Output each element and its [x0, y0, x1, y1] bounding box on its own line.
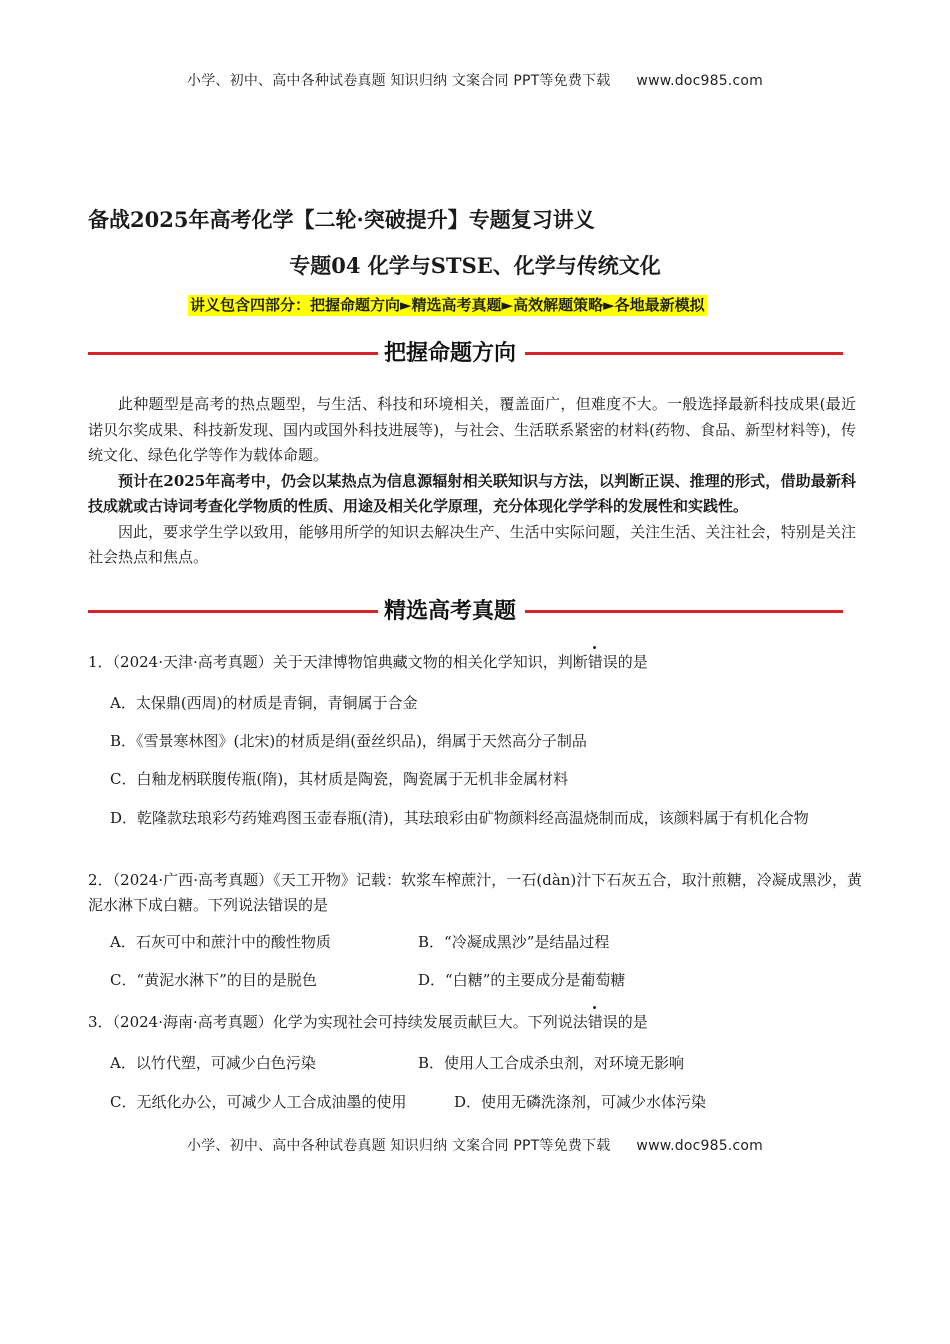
option-d: D．使用无磷洗涤剂，可减少水体污染: [454, 1093, 707, 1111]
option-a: A．以竹代塑，可减少白色污染: [110, 1054, 316, 1072]
stem-text: 3．（2024·海南·高考真题）化学为实现社会可持续发展贡献巨大。下列说法: [88, 1013, 588, 1031]
paragraph: 因此，要求学生学以致用，能够用所学的知识去解决生产、生活中实际问题，关注生活、关注社会，特别是关注社会热点和焦点。: [88, 522, 856, 566]
banner-rule-left: [88, 352, 378, 355]
stem-text: 的是: [617, 1013, 648, 1031]
stem-text: 1．（2024·天津·高考真题）关于天津博物馆典藏文物的相关化学知识，判断: [88, 653, 588, 671]
option-d: D．“白糖”的主要成分是葡萄糖: [418, 971, 626, 989]
emphasis-word: 错误: [587, 1013, 618, 1031]
question-stem: [88, 650, 868, 675]
footer-url[interactable]: www.doc985.com: [636, 1138, 763, 1154]
option-b: B．《雪景寒林图》(北宋)的材质是绢(蚕丝织品)，绢属于天然高分子制品: [110, 732, 587, 750]
intro-text: [88, 392, 856, 571]
header-text: 小学、初中、高中各种试卷真题 知识归纳 文案合同 PPT等免费下载: [187, 73, 611, 89]
option-c: C．白釉龙柄联腹传瓶(隋)，其材质是陶瓷，陶瓷属于无机非金属材料: [110, 770, 569, 788]
question-stem: [88, 1010, 868, 1035]
option-c: C．“黄泥水淋下”的目的是脱色: [110, 971, 317, 989]
option-a: A．石灰可中和蔗汁中的酸性物质: [110, 933, 331, 951]
question-stem: 2．（2024·广西·高考真题）《天工开物》记载：软浆车榨蔗汁，一石(dàn)汁下石灰五合，取汁煎糖，冷凝成黑沙，黄泥水淋下成白糖。下列说法错误的是: [88, 871, 862, 914]
section-heading: 把握命题方向: [384, 341, 517, 366]
section-heading: 精选高考真题: [384, 599, 517, 624]
banner-rule-right: [525, 352, 843, 355]
option-c: C．无纸化办公，可减少人工合成油墨的使用: [110, 1093, 407, 1111]
section-banner-questions: [88, 594, 843, 628]
outline-highlight: 讲义包含四部分：把握命题方向►精选高考真题►高效解题策略►各地最新模拟: [190, 296, 705, 314]
option-b: B．使用人工合成杀虫剂，对环境无影响: [418, 1054, 685, 1072]
footer-text: 小学、初中、高中各种试卷真题 知识归纳 文案合同 PPT等免费下载: [187, 1138, 611, 1154]
banner-rule-left: [88, 610, 378, 613]
header-url[interactable]: www.doc985.com: [636, 73, 763, 89]
paragraph: 此种题型是高考的热点题型，与生活、科技和环境相关，覆盖面广，但难度不大。一般选择最新科技成果(最近诺贝尔奖成果、科技新发现、国内或国外科技进展等)，与社会、生活联系紧密的材料(药物、食品、新型材料等)，传统文化、绿色化学等作为载体命题。: [88, 395, 856, 464]
option-d: D．乾隆款珐琅彩芍药雉鸡图玉壶春瓶(清)，其珐琅彩由矿物颜料经高温烧制而成，该颜料属于有机化合物: [110, 809, 809, 827]
emphasis-word: 错误: [587, 653, 618, 671]
page-header: [0, 70, 950, 90]
option-a: A．太保鼎(西周)的材质是青铜，青铜属于合金: [110, 694, 418, 712]
banner-rule-right: [525, 610, 843, 613]
topic-subtitle: 专题04 化学与STSE、化学与传统文化: [289, 253, 661, 278]
page-footer: [0, 1135, 950, 1155]
option-b: B．“冷凝成黑沙”是结晶过程: [418, 933, 610, 951]
stem-text: 的是: [617, 653, 648, 671]
document-title: 备战2025年高考化学【二轮·突破提升】专题复习讲义: [88, 207, 595, 232]
section-banner-direction: [88, 336, 843, 370]
paragraph-bold: 预计在2025年高考中，仍会以某热点为信息源辐射相关联知识与方法，以判断正误、推理的形式，借助最新科技成就或古诗词考查化学物质的性质、用途及相关化学原理，充分体现化学学科的发展性和实践性。: [88, 471, 856, 515]
